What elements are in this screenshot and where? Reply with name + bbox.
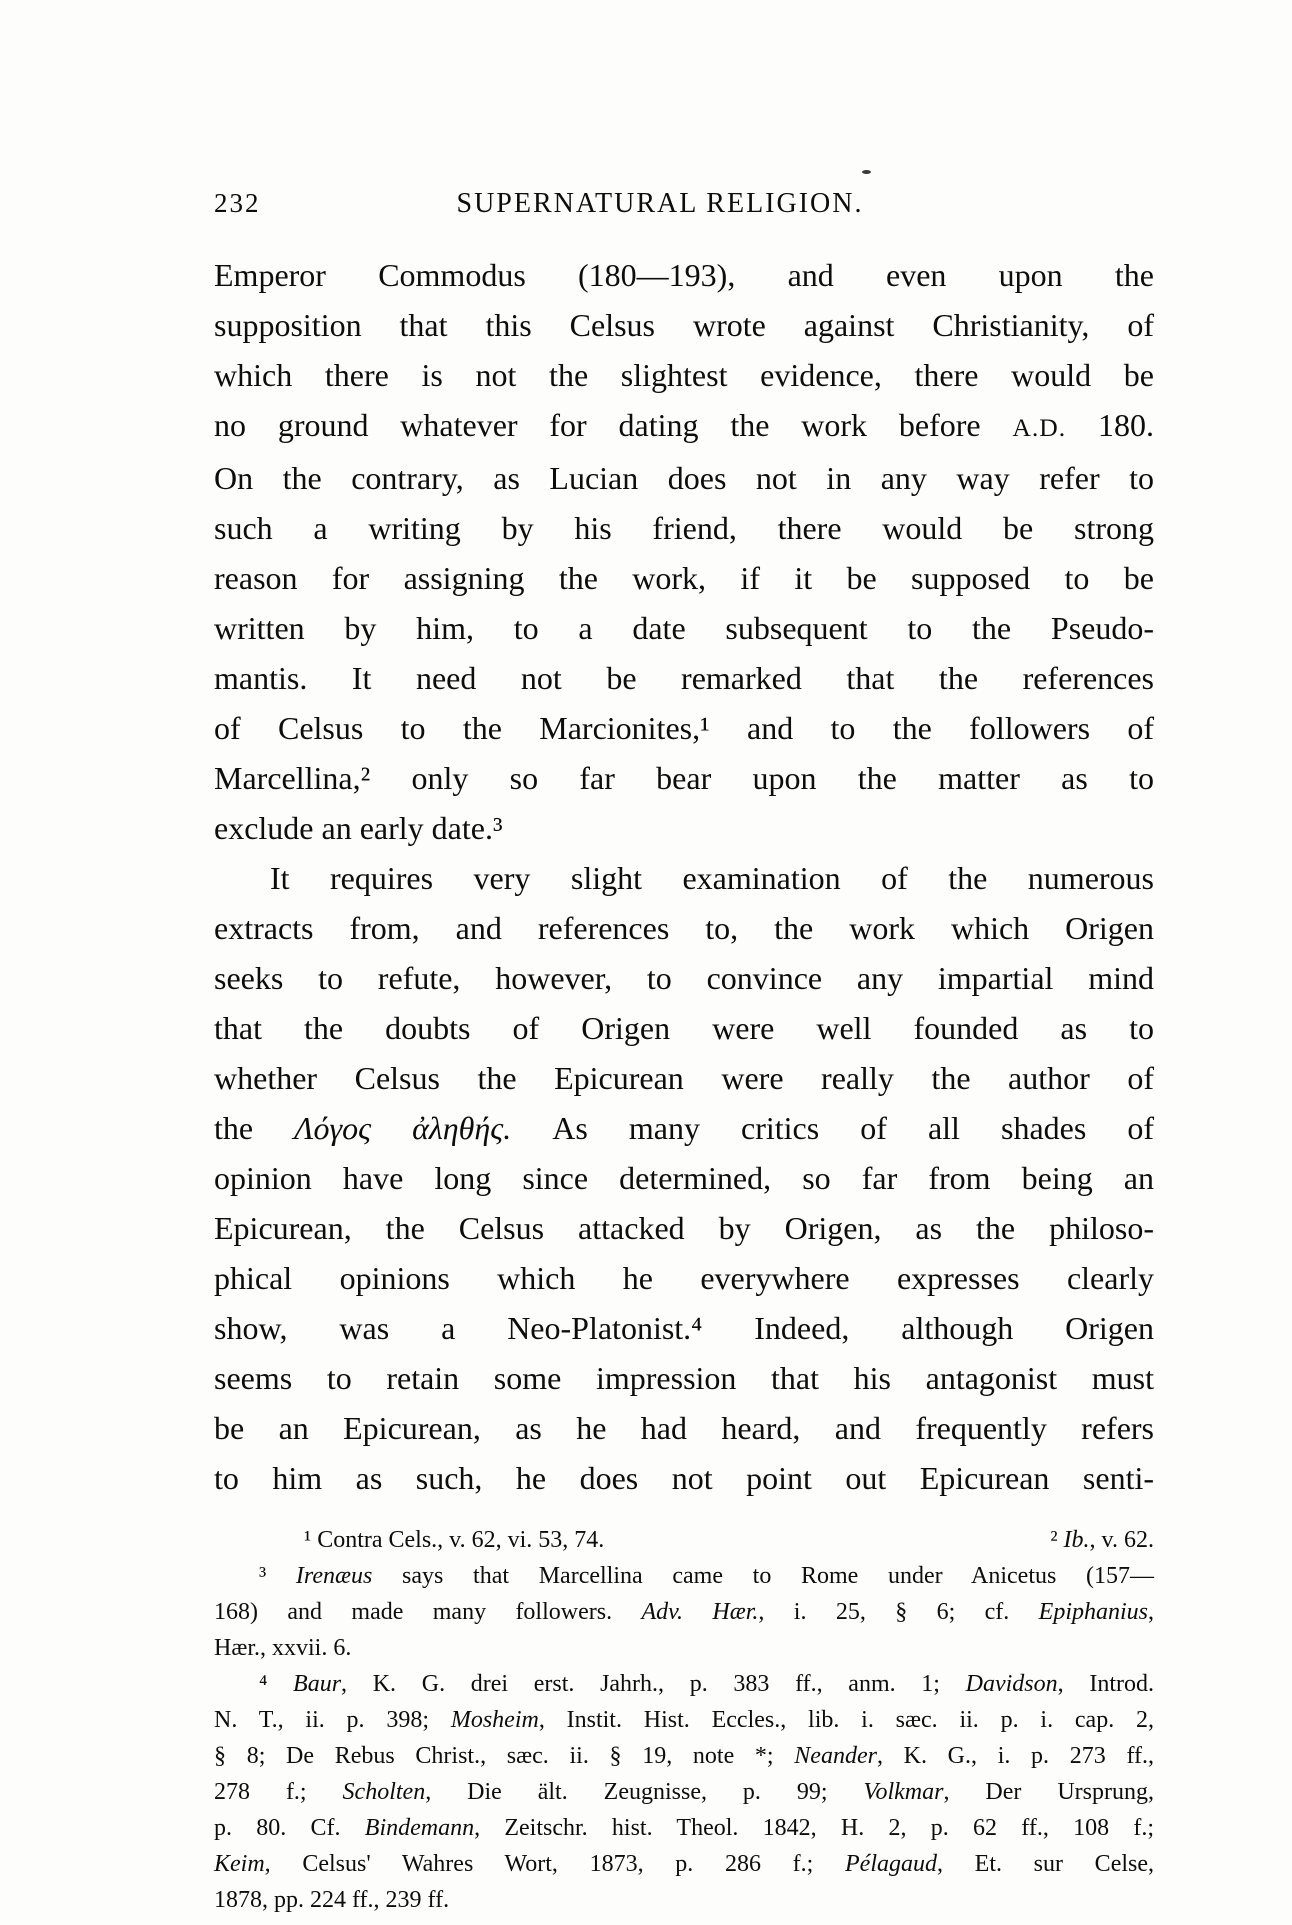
text-segment: 278 f.;: [214, 1779, 343, 1805]
footnotes: [214, 1522, 1154, 1918]
text-segment: such a writing by his friend, there would be strong: [214, 510, 1154, 546]
text-segment: 180.: [1066, 407, 1155, 443]
text-line: [214, 1053, 1154, 1103]
text-segment: As many critics of all shades of: [511, 1110, 1154, 1146]
page-number: 232: [214, 188, 261, 218]
text-line: [214, 603, 1154, 653]
text-segment: It requires very slight examination of the numerous: [270, 860, 1154, 896]
text-segment: says that Marcellina came to Rome under Anicetus (157—: [372, 1563, 1155, 1589]
text-segment: ¹ Contra Cels., v. 62, vi. 53, 74.: [304, 1527, 605, 1553]
text-line: [214, 703, 1154, 753]
text-segment: ⁴: [259, 1671, 294, 1697]
text-segment: Keim: [214, 1851, 265, 1877]
text-segment: Mosheim: [450, 1707, 539, 1733]
text-line: [214, 653, 1154, 703]
text-line: [214, 903, 1154, 953]
text-line: [214, 1403, 1154, 1453]
text-segment: , Der Ursprung,: [943, 1779, 1154, 1805]
text-segment: , K. G. drei erst. Jahrh., p. 383 ff., anm. 1;: [341, 1671, 966, 1697]
text-segment: written by him, to a date subsequent to the Pseudo-: [214, 610, 1154, 646]
text-line: [214, 1774, 1154, 1810]
text-segment: to him as such, he does not point out Epicurean senti-: [214, 1460, 1154, 1496]
body-text: [214, 250, 1154, 1503]
text-segment: no ground whatever for dating the work before: [214, 407, 1013, 443]
text-segment: 1878, pp. 224 ff., 239 ff.: [214, 1887, 450, 1913]
text-segment: mantis. It need not be remarked that the references: [214, 660, 1154, 696]
print-speck: [862, 170, 871, 174]
text-line: [214, 1353, 1154, 1403]
text-segment: , v. 62.: [1089, 1527, 1154, 1553]
text-segment: , Zeitschr. hist. Theol. 1842, H. 2, p. 62 ff., 108 f.;: [474, 1815, 1155, 1841]
text-segment: Epicurean, the Celsus attacked by Origen, as the philoso-: [214, 1210, 1154, 1246]
text-segment: p. 80. Cf.: [214, 1815, 365, 1841]
text-line: [214, 1522, 1154, 1558]
text-segment: Emperor Commodus (180—193), and even upon the: [214, 257, 1154, 293]
text-line: [214, 300, 1154, 350]
text-line: [214, 1630, 1154, 1666]
text-segment: exclude an early date.³: [214, 810, 503, 846]
text-segment: , Celsus' Wahres Wort, 1873, p. 286 f.;: [264, 1851, 845, 1877]
text-line: [214, 1153, 1154, 1203]
text-line: [214, 1303, 1154, 1353]
text-line: [214, 1594, 1154, 1630]
text-line: [214, 753, 1154, 803]
text-segment: Epiphanius: [1038, 1599, 1148, 1625]
text-segment: Pélagaud: [845, 1851, 937, 1877]
text-segment: On the contrary, as Lucian does not in any way refer to: [214, 460, 1154, 496]
text-segment: , Instit. Hist. Eccles., lib. i. sæc. ii. p. i. cap. 2,: [538, 1707, 1155, 1733]
text-line: [214, 1453, 1154, 1503]
text-line: [214, 1882, 1154, 1918]
text-line: [214, 350, 1154, 400]
text-segment: Bindemann: [364, 1815, 475, 1841]
text-line: [214, 1103, 1154, 1153]
text-segment: § 8; De Rebus Christ., sæc. ii. § 19, note *;: [214, 1743, 795, 1769]
text-segment: which there is not the slightest evidence, there would be: [214, 357, 1154, 393]
text-line: [214, 503, 1154, 553]
text-segment: opinion have long since determined, so far from being an: [214, 1160, 1154, 1196]
text-segment: N. T., ii. p. 398;: [214, 1707, 451, 1733]
text-line: [214, 1846, 1154, 1882]
text-segment: , K. G., i. p. 273 ff.,: [876, 1743, 1154, 1769]
text-segment: Scholten: [342, 1779, 426, 1805]
text-line: [214, 553, 1154, 603]
text-line: [214, 453, 1154, 503]
text-segment: Marcellina,² only so far bear upon the matter as to: [214, 760, 1154, 796]
text-segment: , i. 25, § 6; cf.: [758, 1599, 1039, 1625]
text-segment: ,: [1148, 1599, 1154, 1625]
text-line: [214, 1253, 1154, 1303]
greek-phrase: Λόγος ἀληθής.: [294, 1110, 512, 1146]
text-segment: ³: [259, 1563, 296, 1589]
text-segment: Adv. Hær.: [641, 1599, 759, 1625]
text-line: [214, 250, 1154, 300]
text-segment: supposition that this Celsus wrote against Christianity, of: [214, 307, 1154, 343]
footnote-right: [1005, 1522, 1154, 1558]
text-segment: Volkmar: [863, 1779, 944, 1805]
text-line: [214, 1702, 1154, 1738]
text-line: [214, 400, 1154, 453]
text-segment: reason for assigning the work, if it be supposed to be: [214, 560, 1154, 596]
text-segment: seems to retain some impression that his antagonist must: [214, 1360, 1154, 1396]
text-line: [214, 953, 1154, 1003]
text-segment: be an Epicurean, as he had heard, and frequently refers: [214, 1410, 1154, 1446]
text-segment: seeks to refute, however, to convince any impartial mind: [214, 960, 1154, 996]
text-line: [214, 1203, 1154, 1253]
text-segment: , Introd.: [1057, 1671, 1154, 1697]
text-segment: 168) and made many followers.: [214, 1599, 642, 1625]
footnote-left: [259, 1522, 604, 1558]
text-segment: that the doubts of Origen were well founded as to: [214, 1010, 1154, 1046]
text-segment: Davidson: [965, 1671, 1058, 1697]
text-segment: show, was a Neo-Platonist.⁴ Indeed, although Origen: [214, 1310, 1154, 1346]
text-segment: phical opinions which he everywhere expresses clearly: [214, 1260, 1154, 1296]
text-line: [214, 1810, 1154, 1846]
text-segment: of Celsus to the Marcionites,¹ and to the followers of: [214, 710, 1154, 746]
text-segment: A.D.: [1012, 413, 1067, 442]
text-line: [214, 1738, 1154, 1774]
text-segment: whether Celsus the Epicurean were really the author of: [214, 1060, 1154, 1096]
text-segment: , Die ält. Zeugnisse, p. 99;: [425, 1779, 864, 1805]
text-segment: the: [214, 1110, 295, 1146]
text-segment: ²: [1050, 1527, 1064, 1553]
running-title: SUPERNATURAL RELIGION.: [456, 188, 864, 219]
text-line: [214, 1666, 1154, 1702]
text-segment: Baur: [293, 1671, 342, 1697]
text-line: [214, 1558, 1154, 1594]
text-segment: , Et. sur Celse,: [936, 1851, 1155, 1877]
text-segment: Irenæus: [295, 1563, 373, 1589]
text-line: [214, 803, 1154, 853]
text-segment: Neander: [794, 1743, 877, 1769]
text-line: [214, 1003, 1154, 1053]
text-segment: extracts from, and references to, the work which Origen: [214, 910, 1154, 946]
text-line: [214, 853, 1154, 903]
text-segment: Ib.: [1063, 1527, 1090, 1553]
text-segment: Hær., xxvii. 6.: [214, 1635, 352, 1661]
